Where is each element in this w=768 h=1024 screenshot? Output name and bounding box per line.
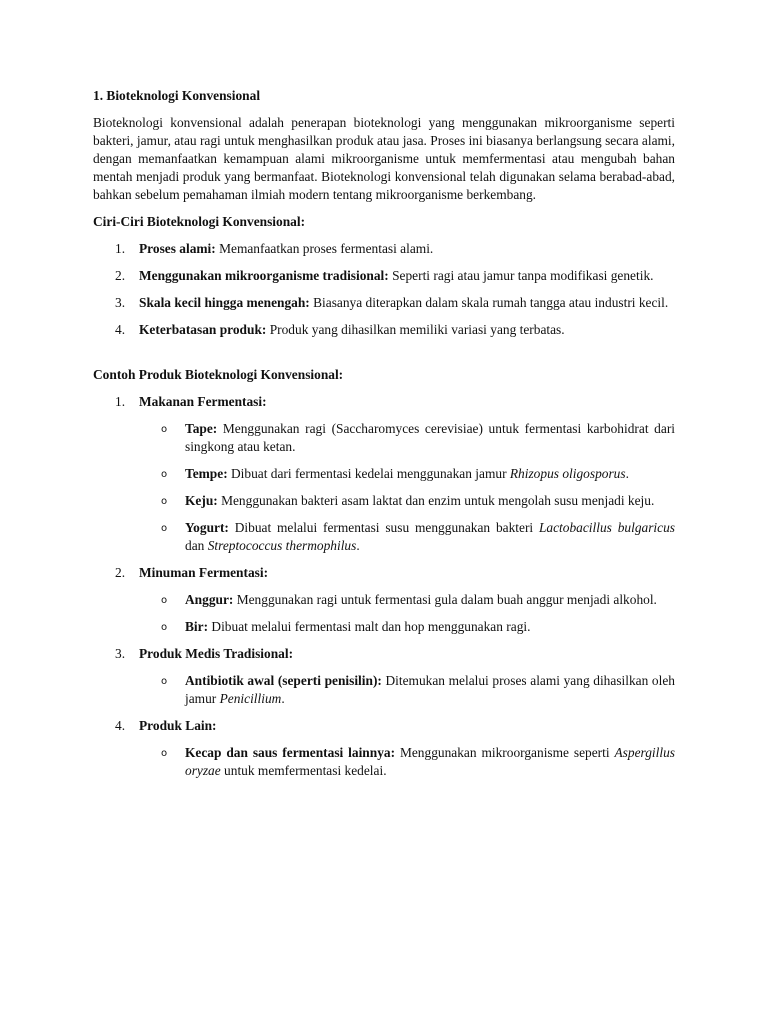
section-title: 1. Bioteknologi Konvensional <box>93 88 261 103</box>
example-item <box>139 519 675 555</box>
bullet-marker: o <box>161 622 168 633</box>
species-name: Rhizopus oligosporus <box>509 466 626 481</box>
example-group-medical <box>93 645 675 663</box>
characteristic-term: Proses alami: <box>139 241 216 256</box>
example-item <box>139 465 675 483</box>
example-group-title: Produk Lain: <box>139 718 217 733</box>
example-term: Yogurt: <box>185 520 229 535</box>
medical-examples <box>139 672 675 708</box>
example-text: Menggunakan mikroorganisme seperti <box>395 745 615 760</box>
bullet-marker: o <box>161 595 168 606</box>
species-name: Penicillium <box>219 691 282 706</box>
other-examples <box>139 744 675 780</box>
list-number: 1. <box>115 394 126 409</box>
characteristic-term: Skala kecil hingga menengah: <box>139 295 310 310</box>
example-group-title: Minuman Fermentasi: <box>139 565 269 580</box>
bullet-marker: o <box>161 676 168 687</box>
example-text: untuk memfermentasi kedelai. <box>220 763 387 778</box>
characteristic-item <box>93 321 675 339</box>
list-number: 1. <box>115 241 126 256</box>
example-term: Bir: <box>185 619 209 634</box>
list-number: 2. <box>115 565 126 580</box>
examples-list-continued <box>93 717 675 735</box>
bullet-marker: o <box>161 523 168 534</box>
examples-list-continued <box>93 564 675 582</box>
characteristic-text: Biasanya diterapkan dalam skala rumah tangga atau industri kecil. <box>309 295 669 310</box>
example-text: dan <box>185 538 208 553</box>
example-item <box>139 672 675 708</box>
example-text: . <box>625 466 629 481</box>
example-group-title: Produk Medis Tradisional: <box>139 646 294 661</box>
list-number: 4. <box>115 322 126 337</box>
characteristic-term: Menggunakan mikroorganisme tradisional: <box>139 268 389 283</box>
document-page <box>93 87 675 780</box>
list-number: 3. <box>115 646 126 661</box>
example-item <box>139 744 675 780</box>
example-text: Dibuat melalui fermentasi susu menggunakan bakteri <box>228 520 539 535</box>
example-term: Kecap dan saus fermentasi lainnya: <box>185 745 396 760</box>
example-item <box>139 618 675 636</box>
intro-paragraph: Bioteknologi konvensional adalah penerapan bioteknologi yang menggunakan mikroorganisme seperti bakteri, jamur, atau ragi untuk menghasilkan produk atau jasa. Proses ini biasanya berlangsung secara alami, dengan memanfaatkan kemampuan alami mikroorganisme untuk memfermentasi atau mengubah bahan mentah menjadi produk yang bermanfaat. Bioteknologi konvensional telah digunakan selama berabad-abad, bahkan sebelum pemahaman ilmiah modern tentang mikroorganisme berkembang. <box>93 115 675 202</box>
section-spacer <box>93 339 675 366</box>
example-term: Keju: <box>185 493 218 508</box>
example-text: Dibuat melalui fermentasi malt dan hop menggunakan ragi. <box>208 619 531 634</box>
example-item <box>139 591 675 609</box>
list-number: 4. <box>115 718 126 733</box>
characteristic-term: Keterbatasan produk: <box>139 322 267 337</box>
example-text: Dibuat dari fermentasi kedelai menggunakan jamur <box>227 466 510 481</box>
list-number: 2. <box>115 268 126 283</box>
characteristic-item <box>93 240 675 258</box>
example-item <box>139 420 675 456</box>
example-item <box>139 492 675 510</box>
species-name: Streptococcus thermophilus <box>207 538 357 553</box>
characteristic-item <box>93 267 675 285</box>
example-text: Menggunakan ragi untuk fermentasi gula dalam buah anggur menjadi alkohol. <box>233 592 657 607</box>
example-group-title: Makanan Fermentasi: <box>139 394 267 409</box>
food-examples <box>139 420 675 555</box>
species-name: Lactobacillus bulgaricus <box>538 520 675 535</box>
characteristics-heading: Ciri-Ciri Bioteknologi Konvensional: <box>93 214 306 229</box>
drink-examples <box>139 591 675 636</box>
example-term: Tape: <box>185 421 218 436</box>
example-text: . <box>281 691 285 706</box>
bullet-marker: o <box>161 424 168 435</box>
examples-list <box>93 393 675 411</box>
example-group-food <box>93 393 675 411</box>
example-text: . <box>356 538 360 553</box>
example-text: Menggunakan bakteri asam laktat dan enzim untuk mengolah susu menjadi keju. <box>217 493 655 508</box>
bullet-marker: o <box>161 469 168 480</box>
characteristic-text: Produk yang dihasilkan memiliki variasi yang terbatas. <box>266 322 565 337</box>
bullet-marker: o <box>161 748 168 759</box>
example-term: Antibiotik awal (seperti penisilin): <box>185 673 382 688</box>
characteristic-text: Seperti ragi atau jamur tanpa modifikasi genetik. <box>388 268 654 283</box>
example-group-drinks <box>93 564 675 582</box>
examples-list-continued <box>93 645 675 663</box>
example-term: Tempe: <box>185 466 228 481</box>
bullet-marker: o <box>161 496 168 507</box>
characteristics-list <box>93 240 675 339</box>
characteristic-text: Memanfaatkan proses fermentasi alami. <box>215 241 434 256</box>
characteristic-item <box>93 294 675 312</box>
example-group-other <box>93 717 675 735</box>
list-number: 3. <box>115 295 126 310</box>
example-term: Anggur: <box>185 592 234 607</box>
examples-heading: Contoh Produk Bioteknologi Konvensional: <box>93 367 344 382</box>
example-text: Menggunakan ragi (Saccharomyces cerevisiae) untuk fermentasi karbohidrat dari singkong atau ketan. <box>185 421 675 454</box>
example-text: Ditemukan melalui proses alami yang dihasilkan oleh jamur <box>185 673 675 706</box>
species-name: Aspergillus oryzae <box>185 745 675 778</box>
